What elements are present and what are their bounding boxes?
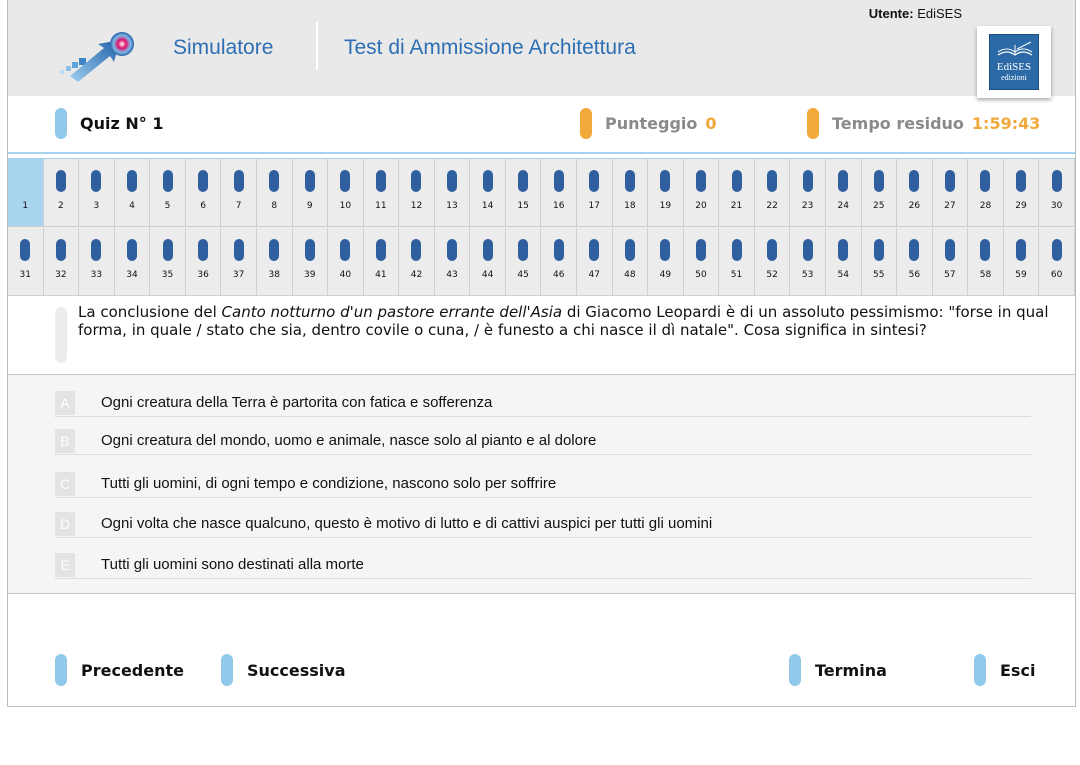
question-grid-cell[interactable] xyxy=(44,159,80,227)
question-grid-cell[interactable] xyxy=(399,228,435,296)
question-number: 24 xyxy=(837,201,849,211)
question-status-icon xyxy=(1016,239,1026,261)
question-number: 2 xyxy=(57,201,64,211)
question-number: 20 xyxy=(695,201,707,211)
question-status-icon xyxy=(838,170,848,192)
question-grid-cell[interactable] xyxy=(933,228,969,296)
app-title: Simulatore xyxy=(173,36,274,59)
question-grid-cell[interactable] xyxy=(399,159,435,227)
question-grid-cell[interactable] xyxy=(790,159,826,227)
question-status-icon xyxy=(234,170,244,192)
question-grid-cell[interactable] xyxy=(293,228,329,296)
question-number: 58 xyxy=(979,270,992,280)
question-number: 48 xyxy=(624,270,636,280)
score-display xyxy=(580,108,717,139)
question-status-icon xyxy=(340,170,350,192)
question-status-icon xyxy=(127,239,137,261)
question-number: 40 xyxy=(339,270,352,280)
question-number: 31 xyxy=(19,270,31,280)
question-number: 52 xyxy=(766,270,778,280)
answers-divider xyxy=(8,593,1075,594)
simulator-window xyxy=(7,0,1076,707)
question-grid-cell[interactable] xyxy=(328,159,364,227)
question-number: 10 xyxy=(339,201,352,211)
question-grid-cell[interactable] xyxy=(79,159,115,227)
question-grid-cell[interactable] xyxy=(897,159,933,227)
question-number: 9 xyxy=(306,201,313,211)
question-status-icon xyxy=(909,239,919,261)
question-number: 43 xyxy=(446,270,458,280)
answer-letter: B xyxy=(55,429,75,453)
question-number: 33 xyxy=(90,270,103,280)
exit-indicator-icon xyxy=(974,654,986,686)
question-grid-cell[interactable] xyxy=(293,159,329,227)
question-suffix: di Giacomo Leopardi è di un assoluto pessimismo: "forse in qual forma, in quale / stato che sia, dentro covile o cuna, / è funesto a chi nasce il dì natale". Cosa significa in sintesi? xyxy=(78,303,1049,339)
question-grid-cell[interactable] xyxy=(1004,228,1040,296)
user-info xyxy=(869,6,962,21)
previous-indicator-icon xyxy=(55,654,67,686)
question-status-icon xyxy=(56,170,66,192)
question-title-italic: Canto notturno d'un pastore errante dell'Asia xyxy=(221,303,563,321)
question-grid-cell[interactable] xyxy=(257,228,293,296)
question-number: 19 xyxy=(659,201,672,211)
question-grid-row-1 xyxy=(8,159,1075,227)
question-status-icon xyxy=(305,170,315,192)
question-status-icon xyxy=(269,170,279,192)
question-number: 37 xyxy=(232,270,245,280)
question-number: 60 xyxy=(1050,270,1063,280)
question-grid-cell[interactable] xyxy=(8,228,44,296)
question-number: 42 xyxy=(410,270,423,280)
question-grid-cell[interactable] xyxy=(150,228,186,296)
question-number: 45 xyxy=(517,270,529,280)
question-status-icon xyxy=(874,170,884,192)
question-number: 6 xyxy=(200,201,206,211)
publisher-logo-badge xyxy=(989,34,1039,90)
question-grid-cell[interactable] xyxy=(968,228,1004,296)
question-grid-cell[interactable] xyxy=(684,159,720,227)
time-remaining xyxy=(807,108,1040,139)
question-number: 38 xyxy=(268,270,280,280)
question-status-icon xyxy=(660,170,670,192)
question-grid-cell[interactable] xyxy=(470,228,506,296)
question-status-icon xyxy=(340,239,350,261)
question-grid-cell[interactable] xyxy=(506,159,542,227)
question-number: 39 xyxy=(304,270,316,280)
question-status-icon xyxy=(554,170,564,192)
question-status-icon xyxy=(945,239,955,261)
question-status-icon xyxy=(838,239,848,261)
question-status-icon xyxy=(767,239,777,261)
publisher-name: EdiSES xyxy=(996,61,1032,73)
question-number: 4 xyxy=(129,201,135,211)
question-grid-cell[interactable] xyxy=(257,159,293,227)
publisher-subtitle: edizioni xyxy=(1001,73,1027,82)
question-number: 57 xyxy=(944,270,956,280)
question-grid-cell[interactable] xyxy=(577,159,613,227)
question-status-icon xyxy=(376,170,386,192)
question-status-icon xyxy=(411,239,421,261)
question-number: 13 xyxy=(446,201,458,211)
question-status-icon xyxy=(447,239,457,261)
question-status-icon xyxy=(91,239,101,261)
question-status-icon xyxy=(1052,239,1062,261)
question-status-icon xyxy=(163,170,173,192)
question-status-icon xyxy=(518,239,528,261)
question-status-icon xyxy=(56,239,66,261)
previous-label: Precedente xyxy=(81,660,184,680)
answers-panel xyxy=(8,375,1075,593)
score-value: 0 xyxy=(705,114,717,133)
previous-button[interactable] xyxy=(55,654,184,686)
question-number: 49 xyxy=(659,270,672,280)
question-grid-cell[interactable] xyxy=(933,159,969,227)
question-status-icon xyxy=(305,239,315,261)
question-number: 16 xyxy=(552,201,565,211)
question-grid xyxy=(8,159,1075,296)
question-number: 11 xyxy=(375,201,387,211)
question-grid-cell[interactable] xyxy=(613,159,649,227)
question-number: 46 xyxy=(552,270,565,280)
question-grid-cell[interactable] xyxy=(541,159,577,227)
question-grid-cell[interactable] xyxy=(221,228,257,296)
question-grid-cell[interactable] xyxy=(968,159,1004,227)
user-label: Utente: xyxy=(868,6,914,21)
question-status-icon xyxy=(447,170,457,192)
answer-option-e[interactable] xyxy=(55,553,1031,579)
question-status-icon xyxy=(732,170,742,192)
question-number: 18 xyxy=(624,201,636,211)
question-grid-cell[interactable] xyxy=(790,228,826,296)
question-status-icon xyxy=(518,170,528,192)
question-status-icon xyxy=(483,239,493,261)
status-divider xyxy=(8,152,1075,154)
question-number: 3 xyxy=(93,201,100,211)
quiz-number xyxy=(55,108,163,139)
publisher-logo xyxy=(977,26,1051,98)
header-bar xyxy=(8,0,1075,96)
question-grid-cell[interactable] xyxy=(1039,228,1075,296)
question-grid-cell[interactable] xyxy=(826,159,862,227)
question-grid-cell[interactable] xyxy=(186,159,222,227)
question-grid-cell[interactable] xyxy=(826,228,862,296)
question-number: 8 xyxy=(271,201,278,211)
question-status-icon xyxy=(803,170,813,192)
test-title: Test di Ammissione Architettura xyxy=(344,36,636,59)
question-status-icon xyxy=(483,170,493,192)
question-grid-cell[interactable] xyxy=(1039,159,1075,227)
question-text xyxy=(78,303,1058,339)
answer-text: Tutti gli uomini, di ogni tempo e condizione, nascono solo per soffrire xyxy=(101,475,557,492)
question-grid-cell[interactable] xyxy=(506,228,542,296)
question-number: 53 xyxy=(801,270,814,280)
quiz-number-label: Quiz N° 1 xyxy=(80,114,164,133)
question-number: 12 xyxy=(410,201,423,211)
answer-letter: E xyxy=(55,553,75,577)
question-grid-cell[interactable] xyxy=(364,228,400,296)
question-status-icon xyxy=(696,170,706,192)
question-status-icon xyxy=(127,170,137,192)
next-button[interactable] xyxy=(221,654,346,686)
question-status-icon xyxy=(269,239,279,261)
question-grid-cell[interactable] xyxy=(79,228,115,296)
next-indicator-icon xyxy=(221,654,233,686)
open-book-icon xyxy=(995,39,1035,59)
question-number: 59 xyxy=(1015,270,1027,280)
question-number: 29 xyxy=(1015,201,1027,211)
question-status-icon xyxy=(411,170,421,192)
question-grid-cell[interactable] xyxy=(44,228,80,296)
question-number: 1 xyxy=(22,201,29,211)
question-status-icon xyxy=(980,239,990,261)
question-status-icon xyxy=(20,239,30,261)
question-status-icon xyxy=(909,170,919,192)
exit-button[interactable] xyxy=(974,654,1035,686)
question-number: 55 xyxy=(873,270,885,280)
time-label: Tempo residuo xyxy=(832,114,964,133)
question-grid-cell[interactable] xyxy=(115,159,151,227)
question-grid-cell[interactable] xyxy=(755,159,791,227)
question-number: 50 xyxy=(695,270,707,280)
question-number: 47 xyxy=(588,270,600,280)
answer-option-c[interactable] xyxy=(55,472,1031,498)
question-number: 36 xyxy=(197,270,209,280)
finish-label: Termina xyxy=(815,660,887,680)
question-grid-cell[interactable] xyxy=(862,159,898,227)
question-status-icon xyxy=(732,239,742,261)
question-number: 32 xyxy=(55,270,67,280)
question-grid-cell[interactable] xyxy=(435,228,471,296)
question-grid-cell[interactable] xyxy=(897,228,933,296)
user-name: EdiSES xyxy=(917,6,962,21)
question-number: 41 xyxy=(375,270,387,280)
score-indicator-icon xyxy=(580,108,592,139)
question-grid-cell[interactable] xyxy=(648,228,684,296)
question-status-icon xyxy=(589,170,599,192)
question-number: 25 xyxy=(873,201,885,211)
question-number: 15 xyxy=(517,201,529,211)
finish-indicator-icon xyxy=(789,654,801,686)
answer-option-a[interactable] xyxy=(55,391,1031,417)
finish-button[interactable] xyxy=(789,654,887,686)
question-number: 14 xyxy=(481,201,494,211)
question-grid-cell[interactable] xyxy=(648,159,684,227)
question-grid-cell[interactable] xyxy=(8,159,44,227)
question-status-icon xyxy=(91,170,101,192)
question-grid-cell[interactable] xyxy=(435,159,471,227)
question-prefix: La conclusione del xyxy=(78,303,222,321)
time-indicator-icon xyxy=(807,108,819,139)
question-status-icon xyxy=(945,170,955,192)
question-grid-cell[interactable] xyxy=(115,228,151,296)
question-number: 17 xyxy=(588,201,600,211)
question-grid-cell[interactable] xyxy=(541,228,577,296)
answer-text: Tutti gli uomini sono destinati alla morte xyxy=(101,556,364,573)
score-label: Punteggio xyxy=(605,114,698,133)
answer-text: Ogni creatura della Terra è partorita con fatica e sofferenza xyxy=(101,394,493,411)
question-grid-cell[interactable] xyxy=(755,228,791,296)
time-value: 1:59:43 xyxy=(971,114,1041,133)
question-grid-cell[interactable] xyxy=(328,228,364,296)
question-grid-cell[interactable] xyxy=(221,159,257,227)
question-grid-cell[interactable] xyxy=(186,228,222,296)
question-status-icon xyxy=(376,239,386,261)
question-grid-cell[interactable] xyxy=(613,228,649,296)
question-status-icon xyxy=(589,239,599,261)
quiz-indicator-icon xyxy=(55,108,67,139)
question-grid-cell[interactable] xyxy=(577,228,613,296)
answer-text: Ogni volta che nasce qualcuno, questo è motivo di lutto e di cattivi auspici per tutti gli uomini xyxy=(101,515,713,532)
question-status-icon xyxy=(874,239,884,261)
question-grid-cell[interactable] xyxy=(470,159,506,227)
question-grid-row-2 xyxy=(8,228,1075,296)
question-grid-cell[interactable] xyxy=(150,159,186,227)
question-number: 26 xyxy=(908,201,921,211)
question-number: 7 xyxy=(235,201,242,211)
header-divider xyxy=(316,22,318,70)
question-status-icon xyxy=(1016,170,1026,192)
question-number: 30 xyxy=(1050,201,1063,211)
question-number: 21 xyxy=(730,201,743,211)
question-grid-cell[interactable] xyxy=(719,159,755,227)
question-indicator-icon xyxy=(55,307,67,363)
question-number: 44 xyxy=(481,270,494,280)
question-grid-cell[interactable] xyxy=(719,228,755,296)
answer-letter: C xyxy=(55,472,75,496)
answer-option-d[interactable] xyxy=(55,512,1031,538)
question-grid-cell[interactable] xyxy=(364,159,400,227)
question-status-icon xyxy=(234,239,244,261)
question-number: 54 xyxy=(837,270,849,280)
question-status-icon xyxy=(625,239,635,261)
exit-label: Esci xyxy=(1000,660,1036,680)
question-number: 5 xyxy=(164,201,171,211)
question-grid-cell[interactable] xyxy=(684,228,720,296)
question-status-icon xyxy=(198,170,208,192)
question-status-icon xyxy=(767,170,777,192)
question-number: 56 xyxy=(908,270,921,280)
question-status-icon xyxy=(803,239,813,261)
question-number: 51 xyxy=(730,270,743,280)
answer-letter: A xyxy=(55,391,75,415)
question-status-icon xyxy=(660,239,670,261)
question-status-icon xyxy=(554,239,564,261)
question-number: 34 xyxy=(126,270,138,280)
question-status-icon xyxy=(696,239,706,261)
next-label: Successiva xyxy=(247,660,346,680)
question-status-icon xyxy=(163,239,173,261)
answer-letter: D xyxy=(55,512,75,536)
question-grid-cell[interactable] xyxy=(862,228,898,296)
cursor-arrow-logo-icon xyxy=(58,26,138,82)
answer-text: Ogni creatura del mondo, uomo e animale, nasce solo al pianto e al dolore xyxy=(101,432,597,449)
question-number: 22 xyxy=(766,201,778,211)
question-number: 27 xyxy=(944,201,956,211)
question-grid-cell[interactable] xyxy=(1004,159,1040,227)
question-status-icon xyxy=(625,170,635,192)
question-number: 35 xyxy=(161,270,174,280)
answer-option-b[interactable] xyxy=(55,429,1031,455)
question-number: 23 xyxy=(801,201,814,211)
question-status-icon xyxy=(198,239,208,261)
question-status-icon xyxy=(980,170,990,192)
question-number: 28 xyxy=(979,201,992,211)
question-status-icon xyxy=(1052,170,1062,192)
